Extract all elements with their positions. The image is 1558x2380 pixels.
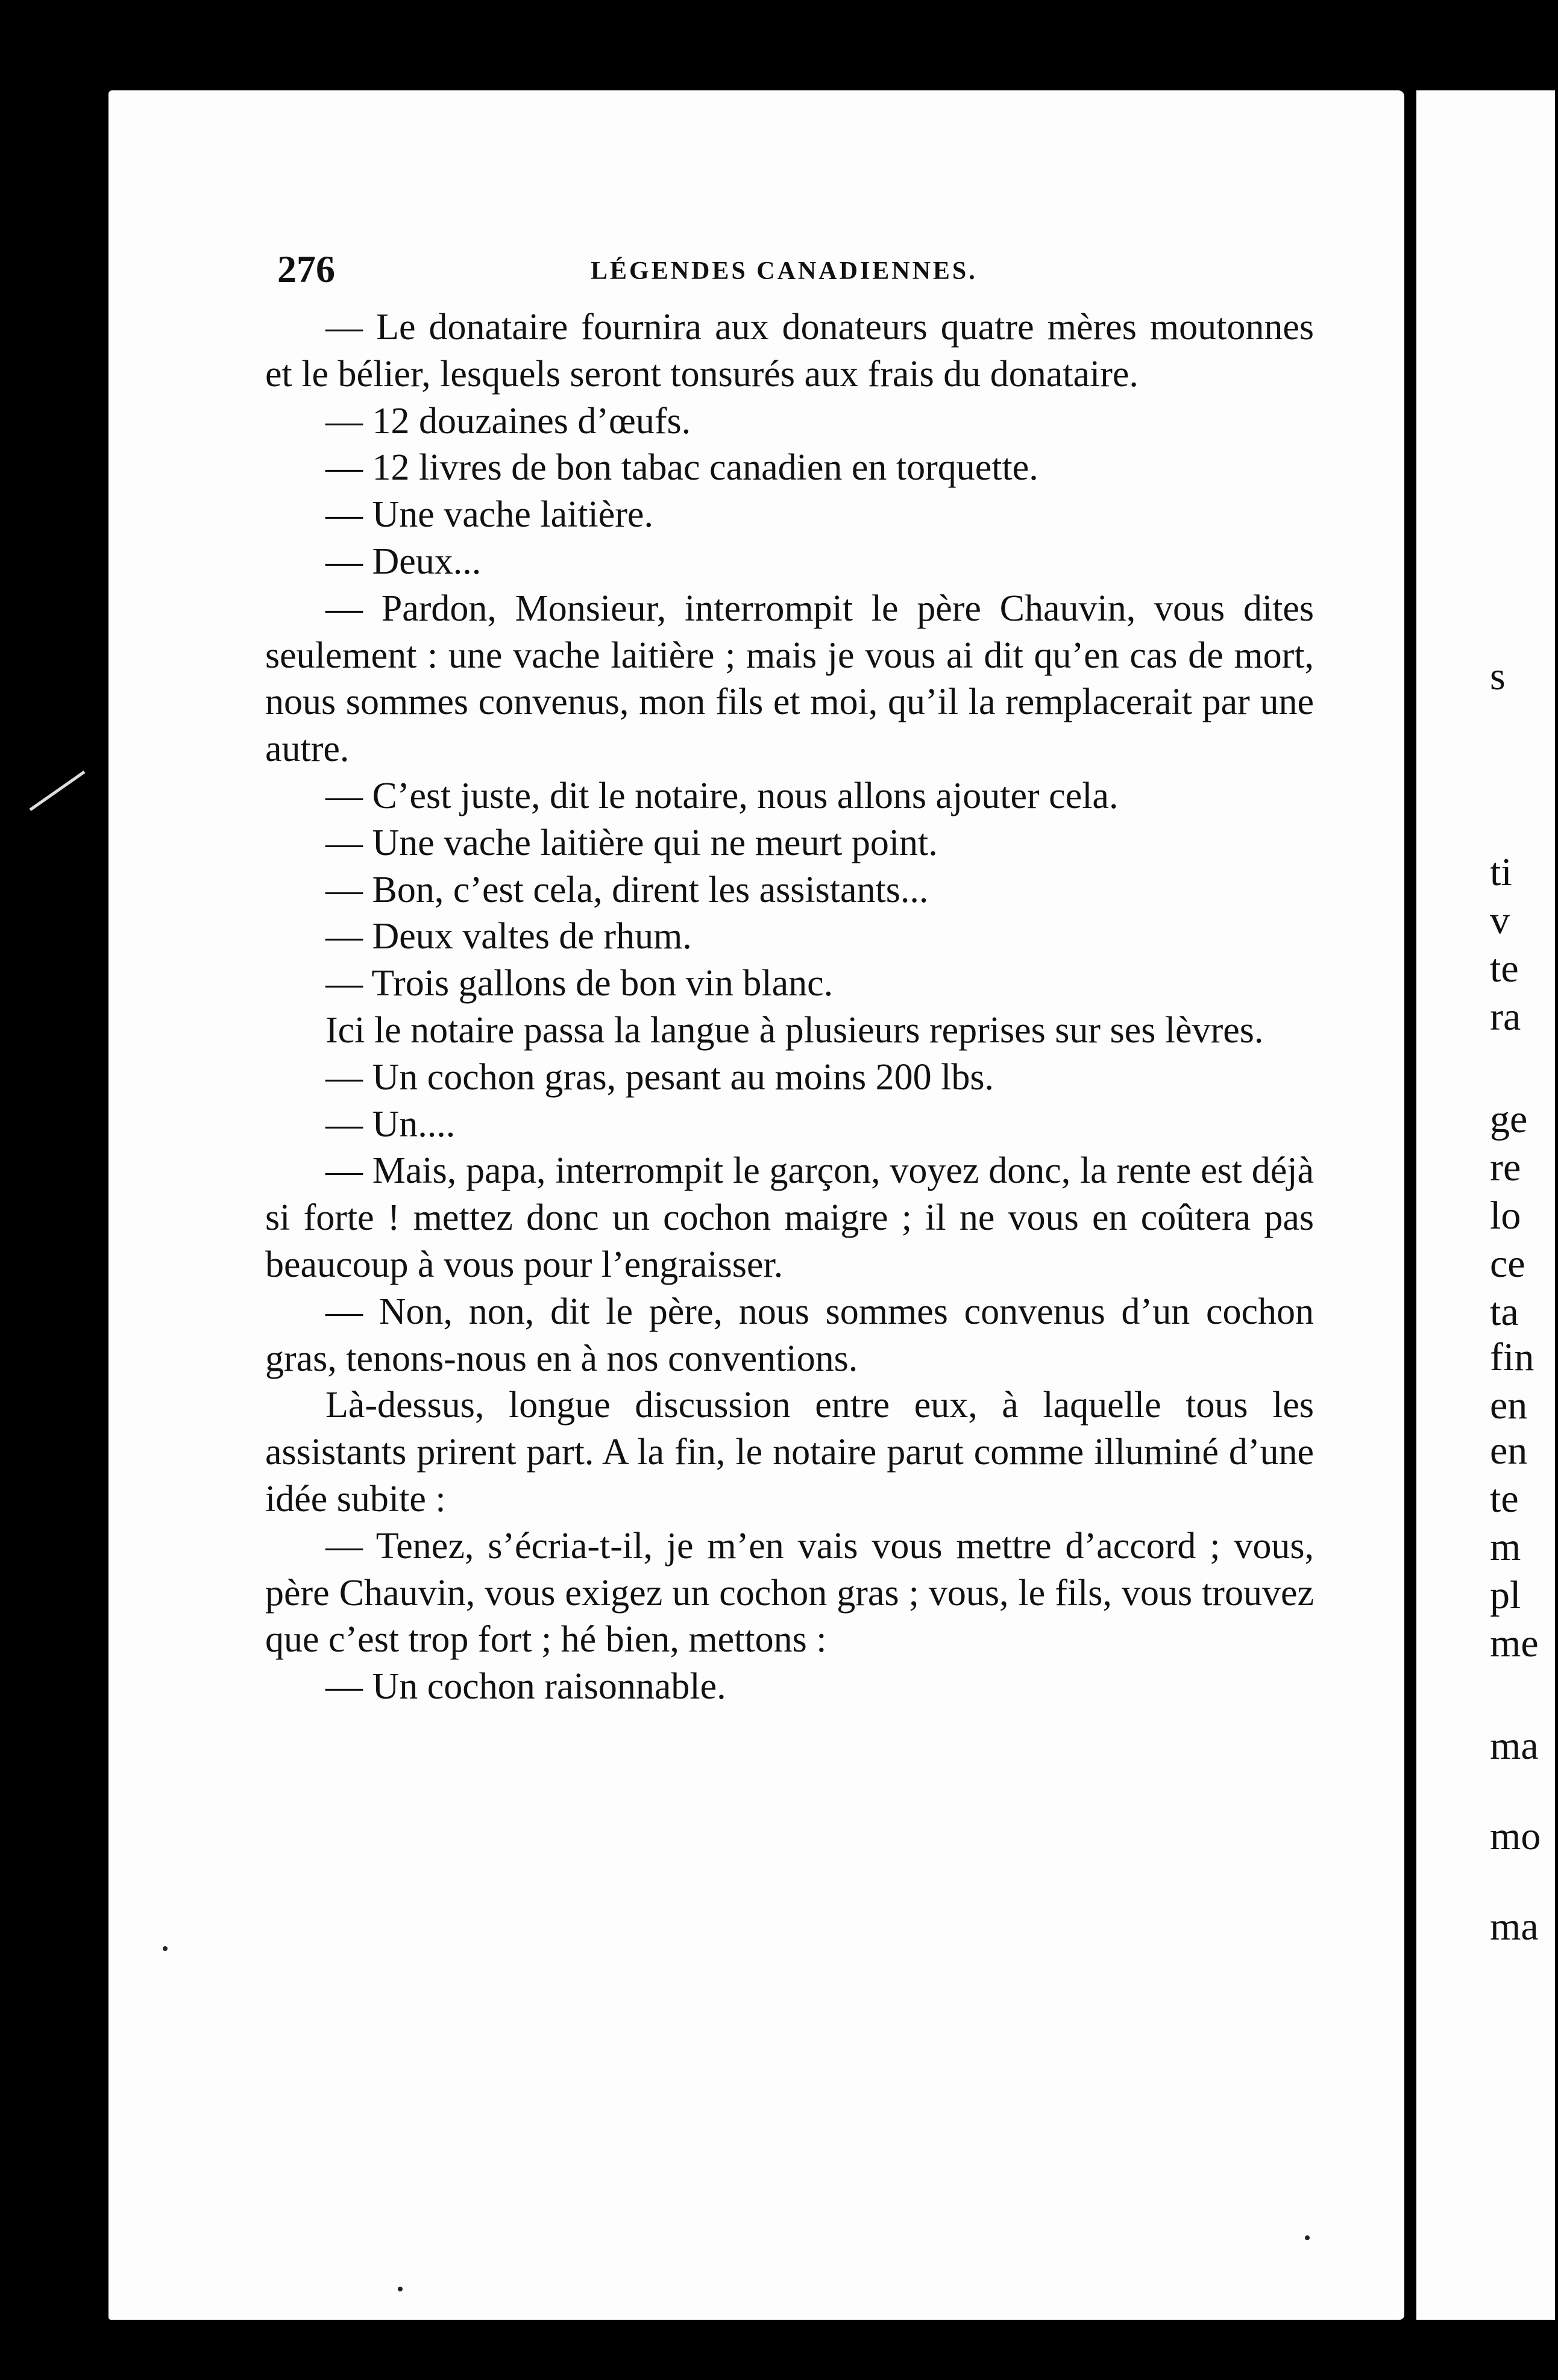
- facing-page-fragment: ma: [1490, 1724, 1539, 1768]
- facing-page-fragment: te: [1490, 1477, 1519, 1521]
- facing-page-fragment: fin: [1490, 1335, 1534, 1379]
- facing-page-fragment: re: [1490, 1145, 1521, 1189]
- paragraph: Là-dessus, longue discussion entre eux, à laquelle tous les assistants prirent part. A la fin, le notaire parut comme illuminé d’une idée subite :: [265, 1385, 1314, 1520]
- facing-page-fragment: me: [1490, 1621, 1539, 1665]
- facing-page-fragment: ce: [1490, 1242, 1525, 1286]
- facing-page-fragment: v: [1490, 898, 1510, 942]
- paragraph: — Trois gallons de bon vin blanc.: [325, 963, 834, 1004]
- page-number: 276: [277, 248, 335, 290]
- print-speck: [398, 2287, 403, 2291]
- paragraph: — Deux...: [325, 540, 482, 582]
- facing-page-fragment: ma: [1490, 1905, 1539, 1949]
- margin-pencil-mark: [30, 771, 86, 811]
- paragraph: — Le donataire fournira aux donateurs quatre mères moutonnes et le bélier, lesquels seront tonsurés aux frais du donataire.: [265, 307, 1314, 395]
- facing-page-fragment: m: [1490, 1525, 1521, 1569]
- paragraph: — Mais, papa, interrompit le garçon, voyez donc, la rente est déjà si forte ! mettez donc un cochon maigre ; il ne vous en coûtera pas beaucoup à vous pour l’engraisser.: [265, 1150, 1314, 1285]
- paragraph: — Un cochon gras, pesant au moins 200 lbs.: [325, 1056, 994, 1098]
- facing-page-fragment: en: [1490, 1429, 1528, 1473]
- facing-page-fragment: pl: [1490, 1573, 1521, 1617]
- running-title: LÉGENDES CANADIENNES.: [591, 257, 978, 285]
- paragraph: — Une vache laitière.: [325, 494, 653, 536]
- facing-page-fragment: mo: [1490, 1814, 1541, 1858]
- print-speck: [1305, 2235, 1310, 2240]
- facing-page-fragment: s: [1490, 654, 1506, 698]
- paragraph: — 12 douzaines d’œufs.: [325, 400, 691, 442]
- paragraph: — Une vache laitière qui ne meurt point.: [325, 822, 938, 863]
- paragraph: — 12 livres de bon tabac canadien en torquette.: [325, 447, 1038, 489]
- paragraph: — Un cochon raisonnable.: [325, 1666, 726, 1708]
- running-head: [277, 247, 1314, 295]
- paragraph: — Bon, c’est cela, dirent les assistants...: [325, 869, 929, 910]
- facing-page-edge: [1410, 90, 1555, 2320]
- facing-page-fragment: ti: [1490, 850, 1512, 894]
- paragraph: — C’est juste, dit le notaire, nous allons ajouter cela.: [325, 775, 1119, 816]
- paragraph: — Deux valtes de rhum.: [325, 916, 692, 957]
- paragraph: — Un....: [325, 1103, 456, 1145]
- facing-page-fragment: en: [1490, 1383, 1528, 1427]
- facing-page-fragment: ta: [1490, 1290, 1519, 1334]
- facing-page-fragment: ge: [1490, 1097, 1528, 1141]
- paragraph: — Non, non, dit le père, nous sommes convenus d’un cochon gras, tenons-nous en à nos conventions.: [265, 1291, 1314, 1379]
- body-text: [265, 304, 1314, 1711]
- paragraph: — Pardon, Monsieur, interrompit le père Chauvin, vous dites seulement : une vache laitière ; mais je vous ai dit qu’en cas de mort, nous sommes convenus, mon fils et moi, qu’il la remplacerait par une autre.: [265, 587, 1314, 770]
- print-speck: [163, 1946, 168, 1951]
- paragraph: — Tenez, s’écria-t-il, je m’en vais vous mettre d’accord ; vous, père Chauvin, vous exigez un cochon gras ; vous, le fils, vous trouvez que c’est trop fort ; hé bien, mettons :: [265, 1525, 1314, 1661]
- facing-page-fragment: lo: [1490, 1194, 1521, 1238]
- facing-page-fragment: ra: [1490, 995, 1521, 1039]
- facing-page-fragment: te: [1490, 947, 1519, 991]
- paragraph: Ici le notaire passa la langue à plusieurs reprises sur ses lèvres.: [325, 1009, 1264, 1051]
